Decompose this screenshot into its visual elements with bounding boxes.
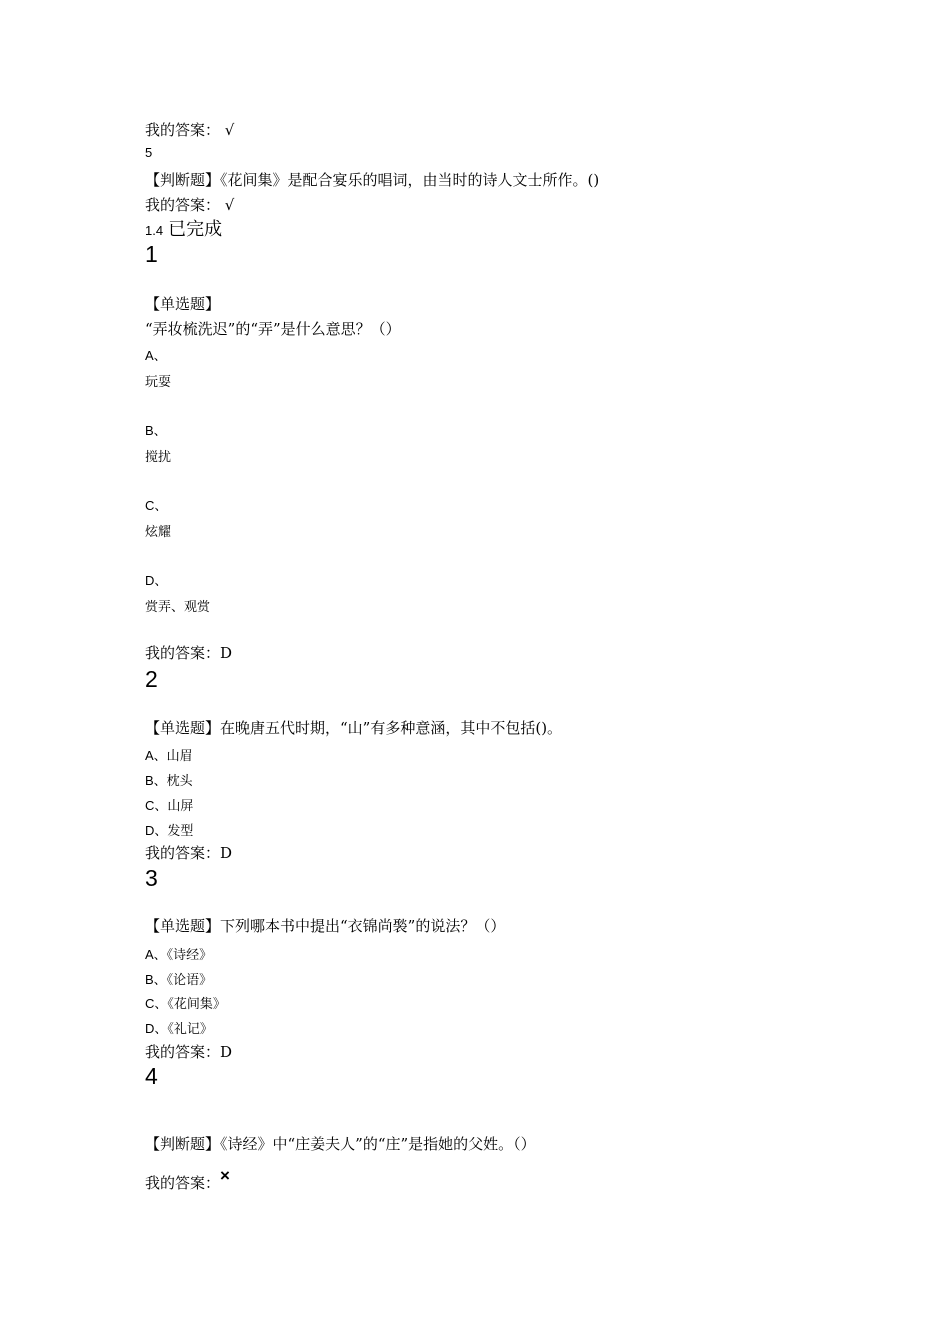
question-number: 1 (145, 241, 158, 267)
answer-line: 我的答案：D (145, 1043, 233, 1061)
option-label: D、 (145, 1021, 168, 1036)
question-stem: 【单选题】在晚唐五代时期，“山”有多种意涵，其中不包括()。 (145, 719, 563, 737)
question-number: 2 (145, 666, 158, 692)
question-stem: 【单选题】下列哪本书中提出“衣锦尚褧”的说法？（） (145, 917, 506, 935)
option-row (145, 795, 193, 814)
option-label: C、 (145, 798, 168, 813)
option-text: 《花间集》 (167, 997, 226, 1012)
option-label: D、 (145, 823, 168, 838)
question-stem: 【判断题】《诗经》中“庄姜夫人”的“庄”是指她的父姓。（） (145, 1135, 536, 1153)
question-number: 4 (145, 1063, 158, 1089)
option-text: 《诗经》 (166, 948, 213, 963)
section-number: 1.4 (145, 223, 164, 238)
option-row (145, 1018, 213, 1037)
question-type: 【单选题】 (145, 295, 221, 313)
question-number: 5 (145, 145, 153, 160)
option-text: 山眉 (166, 749, 193, 764)
option-text: 枕头 (166, 774, 193, 789)
option-text: 炫耀 (145, 525, 172, 540)
question-stem: 【判断题】《花间集》是配合宴乐的唱词，由当时的诗人文士所作。() (145, 171, 600, 189)
option-label: C、 (145, 996, 168, 1011)
option-label: A、 (145, 947, 167, 962)
option-label: C、 (145, 498, 168, 513)
answer-line: 我的答案： √ (145, 196, 235, 214)
option-row (145, 745, 193, 764)
cross-mark-icon: × (220, 1166, 230, 1185)
section-heading (145, 215, 222, 241)
option-row (145, 969, 212, 988)
answer-line: 我的答案：D (145, 644, 233, 662)
option-text: 《论语》 (166, 973, 213, 988)
answer-label: 我的答案： (145, 1174, 221, 1192)
option-label: A、 (145, 348, 167, 363)
option-label: B、 (145, 423, 167, 438)
section-status: 已完成 (168, 219, 223, 240)
question-number: 3 (145, 865, 158, 891)
option-row (145, 820, 193, 839)
option-label: D、 (145, 573, 168, 588)
option-text: 玩耍 (145, 375, 172, 390)
option-label: A、 (145, 748, 167, 763)
option-row (145, 770, 193, 789)
question-stem: “弄妆梳洗迟”的“弄”是什么意思？（） (145, 320, 401, 338)
option-text: 搅扰 (145, 450, 172, 465)
answer-line: 我的答案： √ (145, 121, 235, 139)
answer-line (145, 1166, 230, 1192)
option-label: B、 (145, 773, 167, 788)
option-row (145, 944, 212, 963)
option-row (145, 993, 226, 1012)
option-text: 赏弄、观赏 (145, 600, 211, 615)
option-text: 山屏 (167, 799, 194, 814)
option-text: 《礼记》 (167, 1022, 213, 1037)
answer-line: 我的答案：D (145, 844, 233, 862)
option-label: B、 (145, 972, 167, 987)
option-text: 发型 (167, 824, 194, 839)
